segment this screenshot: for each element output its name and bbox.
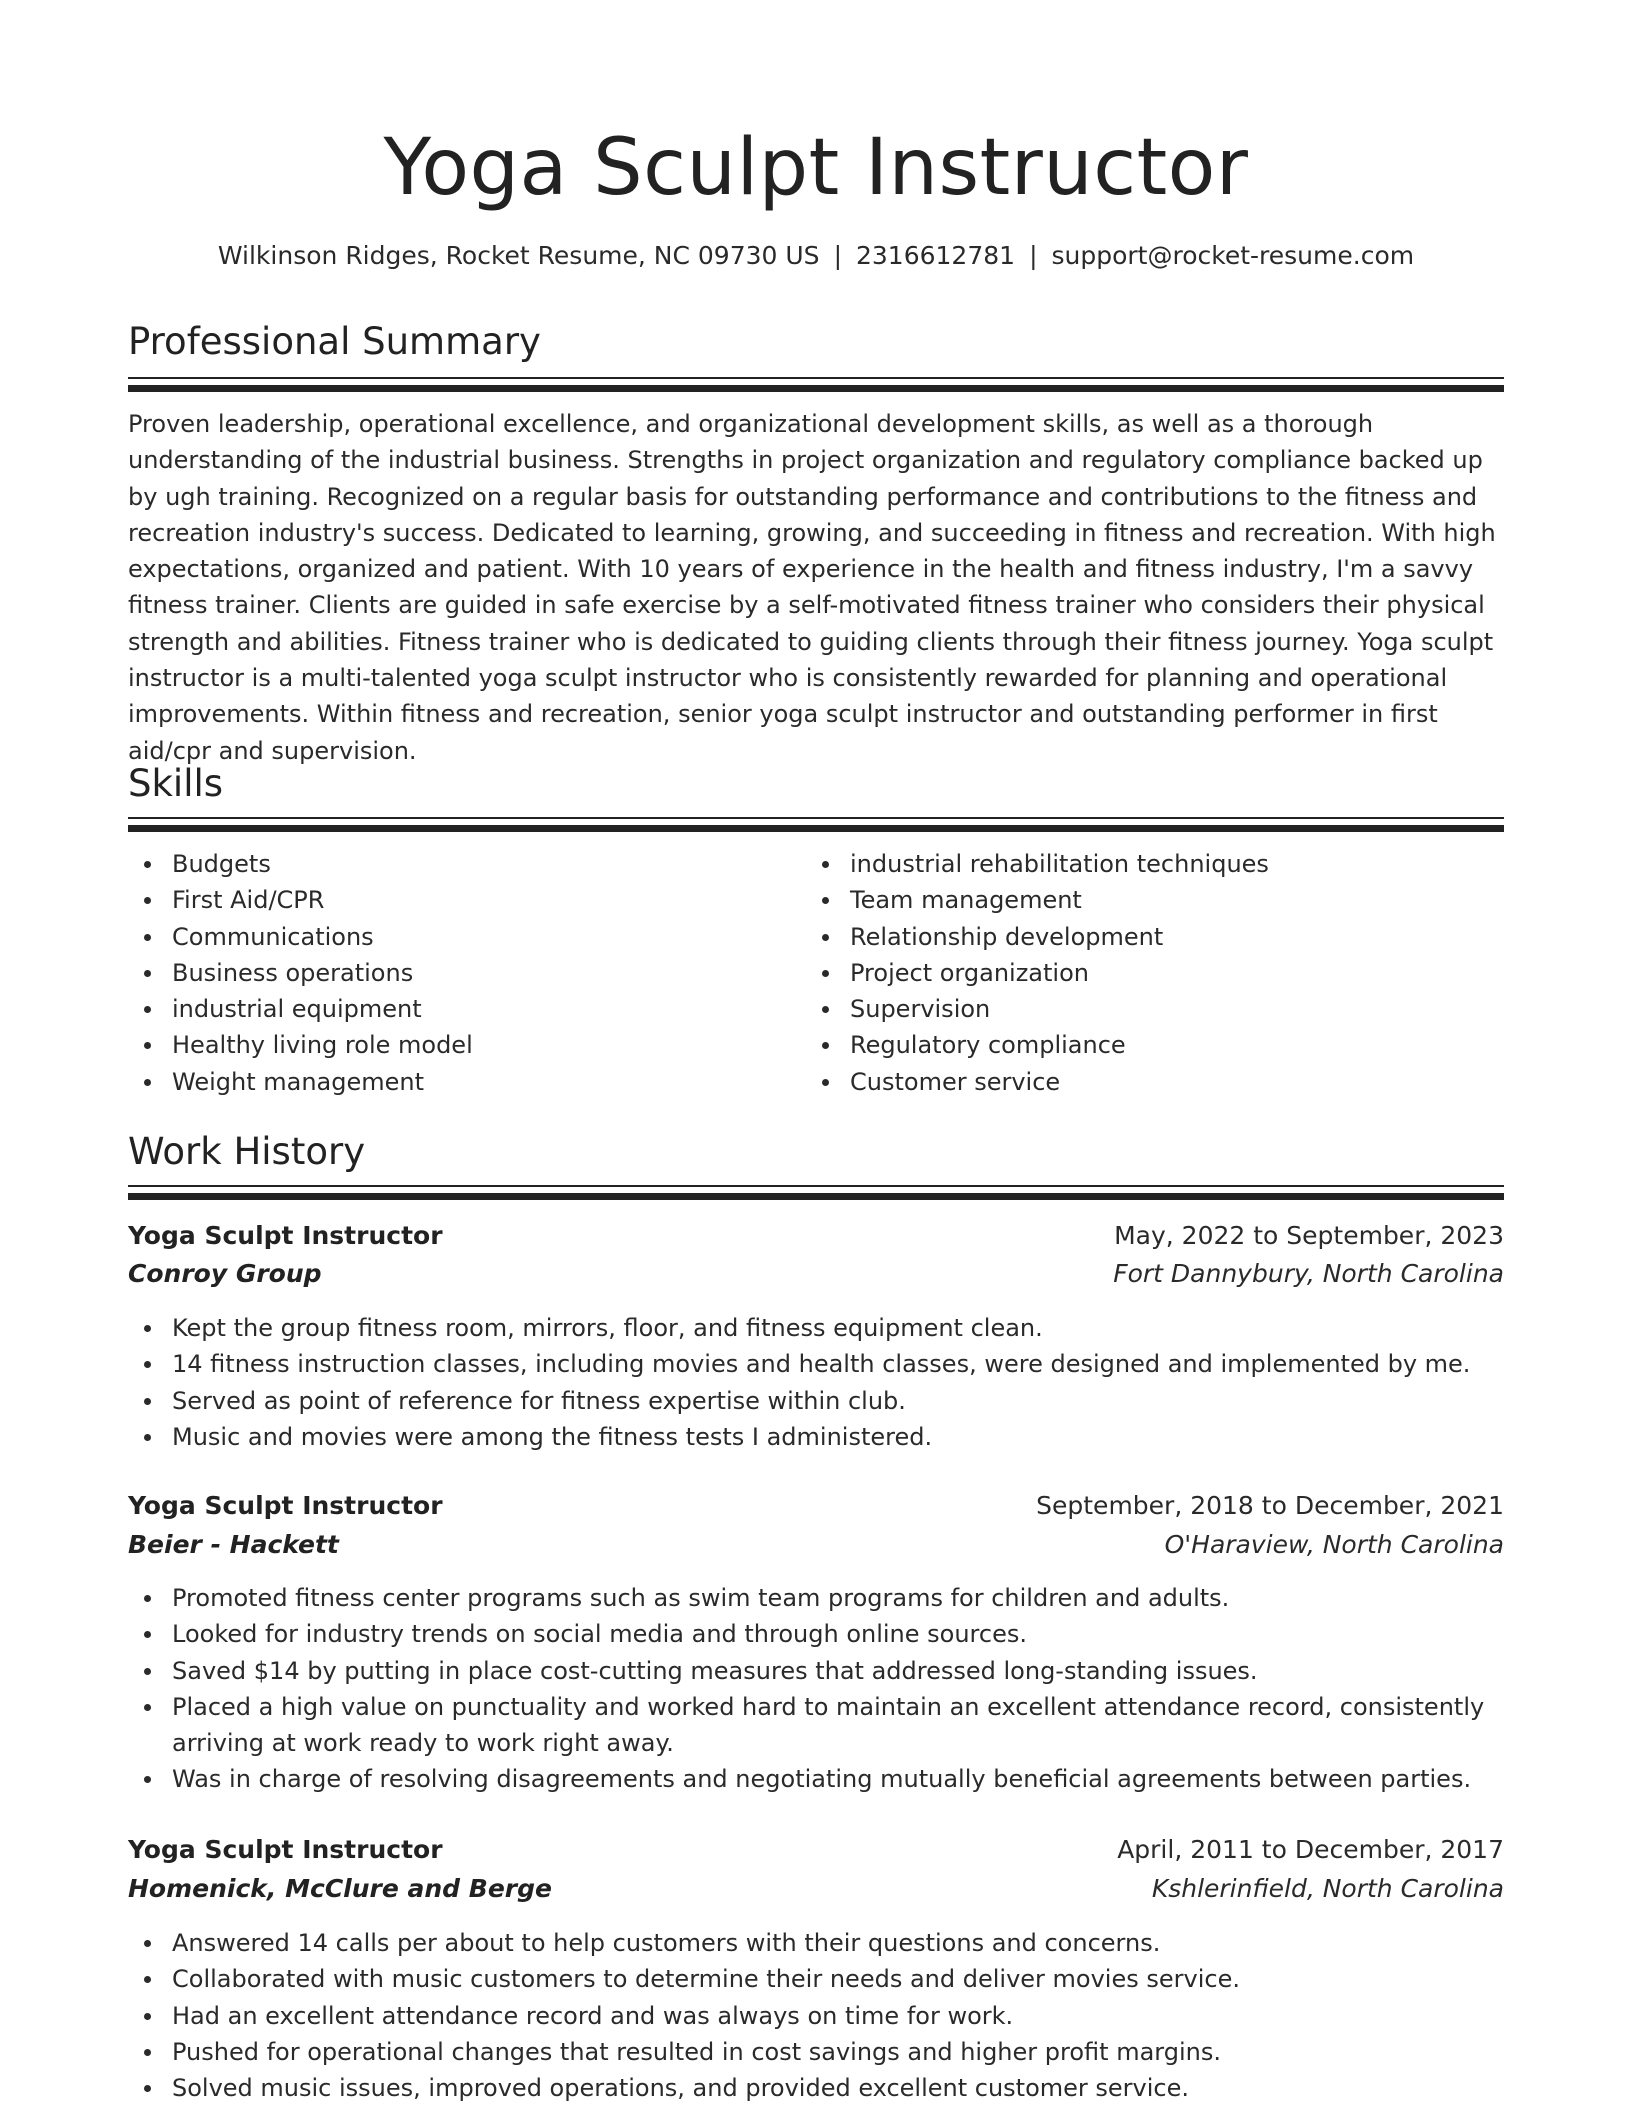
job-dates: April, 2011 to December, 2017 xyxy=(1117,1835,1504,1864)
job-title: Yoga Sculpt Instructor xyxy=(128,1835,443,1864)
skill-item: Business operations xyxy=(128,955,806,991)
job-bullet: Answered 14 calls per about to help customers with their questions and concerns. xyxy=(128,1925,1504,1961)
skill-item: First Aid/CPR xyxy=(128,882,806,918)
skill-item: Budgets xyxy=(128,846,806,882)
job-company: Beier - Hackett xyxy=(128,1530,339,1559)
job-location: Fort Dannybury, North Carolina xyxy=(1113,1259,1504,1288)
work-heading-block xyxy=(128,1127,1504,1177)
section-divider-thick xyxy=(128,385,1504,392)
job-location: O'Haraview, North Carolina xyxy=(1164,1530,1504,1559)
section-divider-thin xyxy=(128,817,1504,819)
job-dates: May, 2022 to September, 2023 xyxy=(1114,1221,1504,1250)
job-bullet: Placed a high value on punctuality and worked hard to maintain an excellent attendance record, consistently arriving at work ready to work right away. xyxy=(128,1689,1504,1762)
job-bullet: Music and movies were among the fitness tests I administered. xyxy=(128,1419,1504,1455)
section-divider-thin xyxy=(128,1185,1504,1187)
skill-item: Project organization xyxy=(806,955,1484,991)
skill-item: Regulatory compliance xyxy=(806,1027,1484,1063)
job-bullet: Promoted fitness center programs such as swim team programs for children and adults. xyxy=(128,1580,1504,1616)
job-title: Yoga Sculpt Instructor xyxy=(128,1491,443,1520)
job-company: Homenick, McClure and Berge xyxy=(128,1874,552,1903)
contact-separator: | xyxy=(833,241,842,270)
candidate-name: Yoga Sculpt Instructor xyxy=(383,123,1249,213)
job-bullet: Kept the group fitness room, mirrors, floor, and fitness equipment clean. xyxy=(128,1310,1504,1346)
skill-item: Supervision xyxy=(806,991,1484,1027)
job-location: Kshlerinfield, North Carolina xyxy=(1151,1874,1504,1903)
section-divider-thick xyxy=(128,825,1504,832)
skills-list-right xyxy=(806,846,1484,1100)
address: Wilkinson Ridges, Rocket Resume, NC 09730 US xyxy=(217,241,820,270)
job-bullet: Had an excellent attendance record and was always on time for work. xyxy=(128,1998,1504,2034)
job-title: Yoga Sculpt Instructor xyxy=(128,1221,443,1250)
job-bullet: Pushed for operational changes that resulted in cost savings and higher profit margins. xyxy=(128,2034,1504,2070)
job-bullets xyxy=(128,1310,1504,1455)
summary-heading-block xyxy=(128,317,1504,367)
skill-item: Weight management xyxy=(128,1064,806,1100)
skill-item: industrial rehabilitation techniques xyxy=(806,846,1484,882)
job-bullet: Solved music issues, improved operations, and provided excellent customer service. xyxy=(128,2070,1504,2106)
email: support@rocket-resume.com xyxy=(1051,241,1415,270)
contact-separator: | xyxy=(1029,241,1038,270)
section-divider-thick xyxy=(128,1193,1504,1200)
section-title-work: Work History xyxy=(128,1130,366,1173)
job-dates: September, 2018 to December, 2021 xyxy=(1036,1491,1504,1520)
job-bullet: Was in charge of resolving disagreements and negotiating mutually beneficial agreements between parties. xyxy=(128,1761,1504,1797)
contact-line xyxy=(128,236,1504,276)
job-bullet: Looked for industry trends on social media and through online sources. xyxy=(128,1616,1504,1652)
job-company: Conroy Group xyxy=(128,1259,322,1288)
section-divider-thin xyxy=(128,377,1504,379)
job-bullet: Collaborated with music customers to determine their needs and deliver movies service. xyxy=(128,1961,1504,1997)
skills-list-left xyxy=(128,846,806,1100)
job-bullet: Served as point of reference for fitness expertise within club. xyxy=(128,1383,1504,1419)
skills-heading-block xyxy=(128,759,1504,809)
skill-item: Relationship development xyxy=(806,919,1484,955)
skill-item: Customer service xyxy=(806,1064,1484,1100)
job-bullet: Saved $14 by putting in place cost-cutting measures that addressed long-standing issues. xyxy=(128,1653,1504,1689)
job-bullets xyxy=(128,1580,1504,1798)
phone: 2316612781 xyxy=(856,241,1016,270)
skill-item: Team management xyxy=(806,882,1484,918)
job-bullets xyxy=(128,1925,1504,2106)
skill-item: industrial equipment xyxy=(128,991,806,1027)
section-title-skills: Skills xyxy=(128,762,224,805)
section-title-summary: Professional Summary xyxy=(128,320,541,363)
skill-item: Healthy living role model xyxy=(128,1027,806,1063)
summary-paragraph: Proven leadership, operational excellence, and organizational development skills, as well as a thorough understanding of the industrial business. Strengths in project organization and regulatory compliance backed up by ugh training. Recognized on a regular basis for outstanding performance and contributions to the fitness and recreation industry's success. Dedicated to learning, growing, and succeeding in fitness and recreation. With high expectations, organized and patient. With 10 years of experience in the health and fitness industry, I'm a savvy fitness trainer. Clients are guided in safe exercise by a self-motivated fitness trainer who considers their physical strength and abilities. Fitness trainer who is dedicated to guiding clients through their fitness journey. Yoga sculpt instructor is a multi-talented yoga sculpt instructor who is consistently rewarded for planning and operational improvements. Within fitness and recreation, senior yoga sculpt instructor and outstanding performer in first aid/cpr and supervision. xyxy=(128,410,1496,765)
skill-item: Communications xyxy=(128,919,806,955)
job-bullet: 14 fitness instruction classes, including movies and health classes, were designed and implemented by me. xyxy=(128,1346,1504,1382)
